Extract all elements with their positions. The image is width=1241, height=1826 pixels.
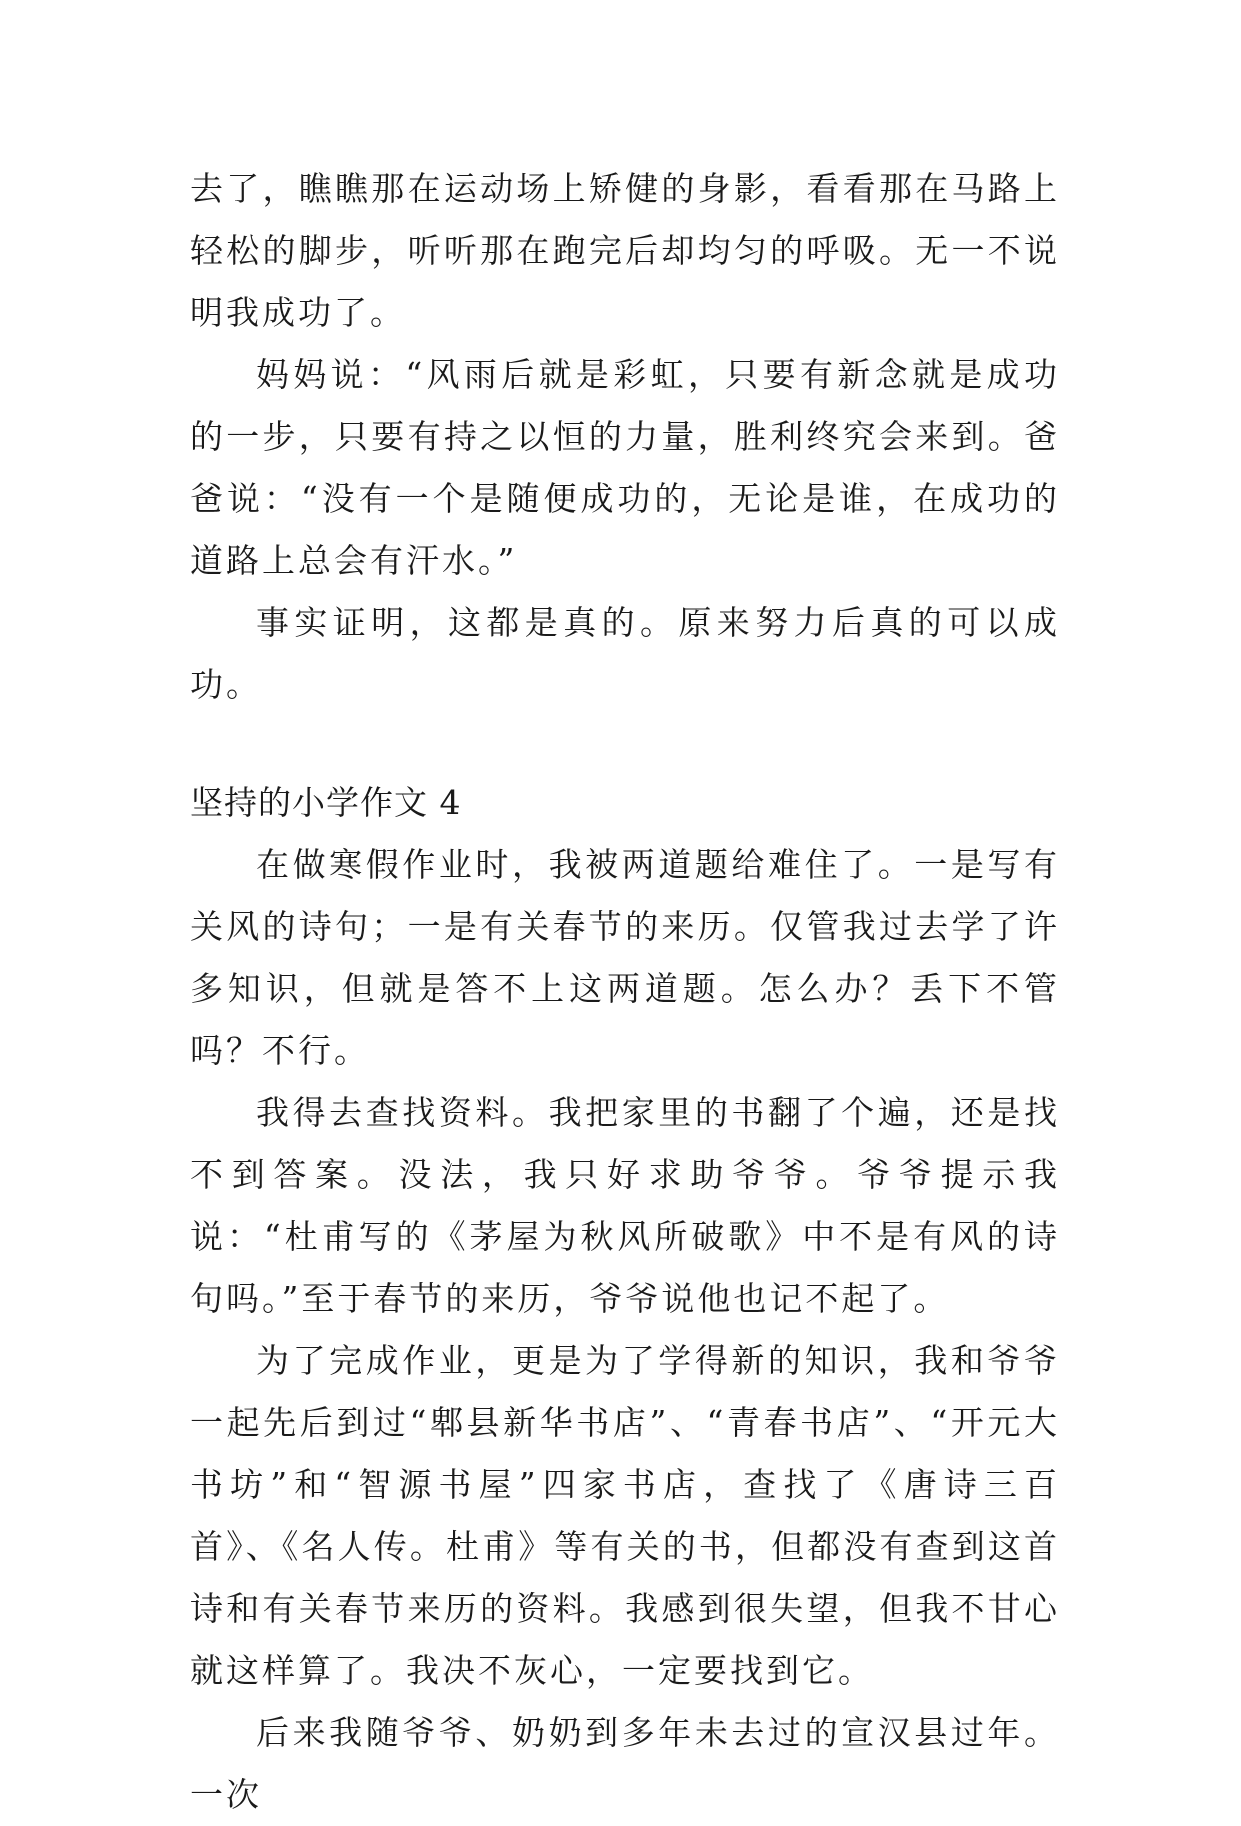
paragraph-continued: 去了，瞧瞧那在运动场上矫健的身影，看看那在马路上轻松的脚步，听听那在跑完后却均匀的呼吸。无一不说明我成功了。 — [190, 169, 1060, 332]
paragraph-conclusion: 事实证明，这都是真的。原来努力后真的可以成功。 — [190, 603, 1060, 704]
document-body — [190, 158, 1060, 1826]
paragraph-homework: 在做寒假作业时，我被两道题给难住了。一是写有关风的诗句；一是有关春节的来历。仅管我过去学了许多知识，但就是答不上这两道题。怎么办？丢下不管吗？不行。 — [190, 845, 1060, 1070]
paragraph-search: 我得去查找资料。我把家里的书翻了个遍，还是找不到答案。没法，我只好求助爷爷。爷爷提示我说：“杜甫写的《茅屋为秋风所破歌》中不是有风的诗句吗。”至于春节的来历，爷爷说他也记不起了。 — [190, 1093, 1060, 1318]
section-title: 坚持的小学作文 4 — [190, 783, 462, 822]
paragraph-bookstores: 为了完成作业，更是为了学得新的知识，我和爷爷一起先后到过“郫县新华书店”、“青春书店”、“开元大书坊”和“智源书屋”四家书店，查找了《唐诗三百首》、《名人传。杜甫》等有关的书，但都没有查到这首诗和有关春节来历的资料。我感到很失望，但我不甘心就这样算了。我决不灰心，一定要找到它。 — [190, 1341, 1060, 1690]
paragraph-xuanhan: 后来我随爷爷、奶奶到多年未去过的宣汉县过年。一次 — [190, 1713, 1060, 1814]
paragraph-mother-says: 妈妈说：“风雨后就是彩虹，只要有新念就是成功的一步，只要有持之以恒的力量，胜利终究会来到。爸爸说：“没有一个是随便成功的，无论是谁，在成功的道路上总会有汗水。” — [190, 355, 1060, 580]
